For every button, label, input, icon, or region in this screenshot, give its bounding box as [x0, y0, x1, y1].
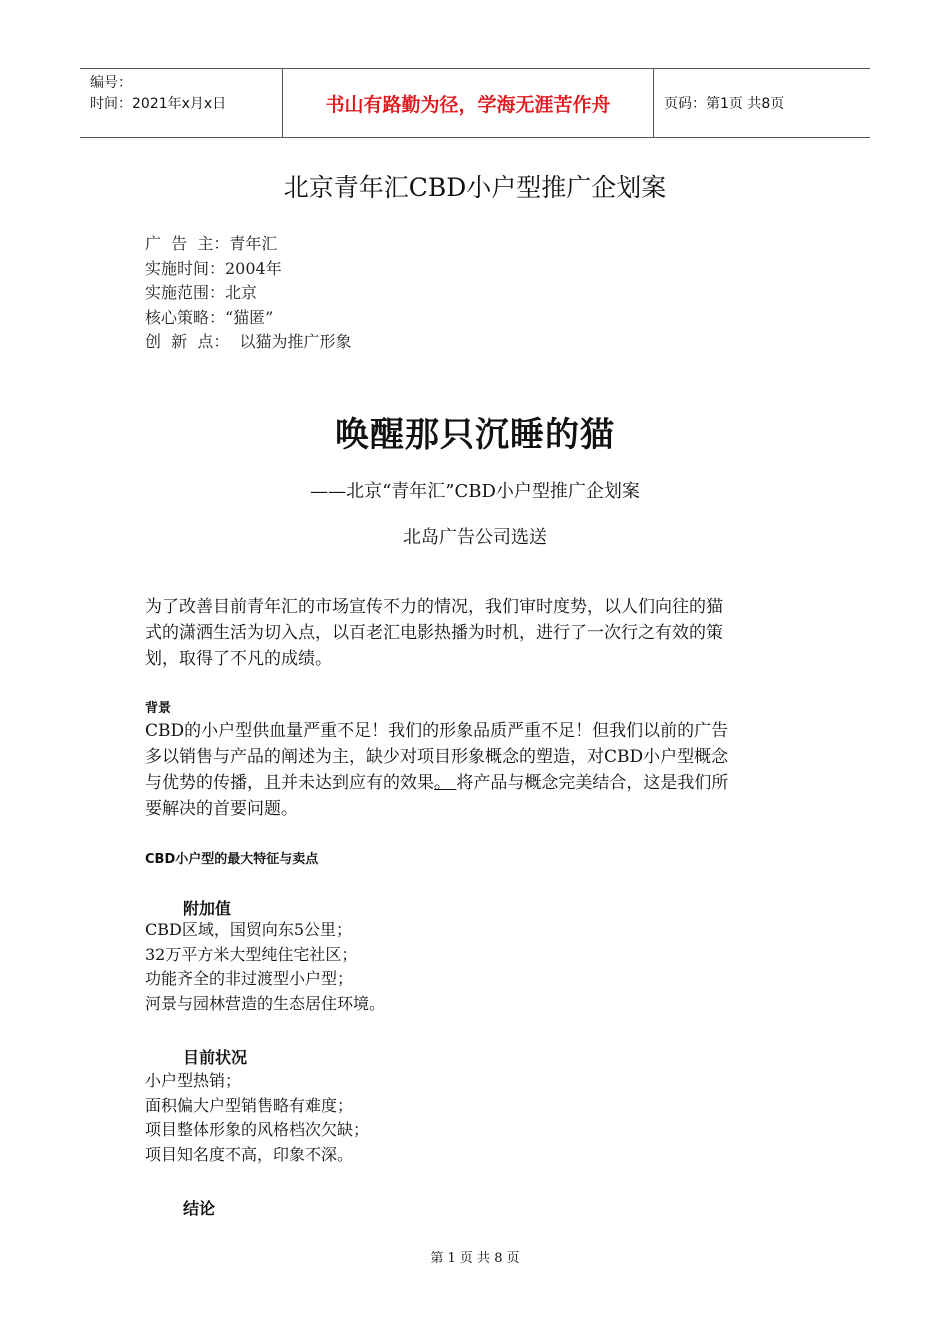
background-paragraph — [145, 718, 805, 822]
subheading: ——北京“青年汇”CBD小户型推广企划案 — [310, 481, 640, 502]
underlined-mark: 。 — [434, 773, 451, 793]
info-block — [145, 232, 352, 355]
intro-line: 划，取得了不凡的成绩。 — [145, 649, 332, 669]
header-motto: 书山有路勤为径，学海无涯苦作舟 — [282, 69, 654, 137]
added-value-list — [145, 918, 385, 1016]
time-label: 时间：2021年x月x日 — [90, 96, 227, 112]
info-advertiser: 广 告 主：青年汇 — [145, 234, 278, 253]
background-line: 多以销售与产品的阐述为主，缺少对项目形象概念的塑造，对CBD小户型概念 — [145, 747, 729, 767]
background-line: CBD的小户型供血量严重不足！我们的形象品质严重不足！但我们以前的广告 — [145, 721, 729, 741]
agency: 北岛广告公司选送 — [403, 527, 547, 548]
info-scope: 实施范围：北京 — [145, 283, 258, 302]
intro-line: 式的潇洒生活为切入点，以百老汇电影热播为时机，进行了一次行之有效的策 — [145, 623, 723, 643]
main-heading: 唤醒那只沉睡的猫 — [335, 415, 615, 455]
background-line-part: 将产品与概念完美结合，这是我们所 — [456, 773, 729, 793]
page-footer: 第 1 页 共 8 页 — [430, 1251, 520, 1266]
status-list — [145, 1069, 369, 1167]
background-line: 要解决的首要问题。 — [145, 799, 298, 819]
list-item: 小户型热销； — [145, 1071, 242, 1090]
info-strategy: 核心策略：“猫匿” — [145, 307, 274, 327]
list-item: 河景与园林营造的生态居住环境。 — [145, 993, 386, 1013]
document-title: 北京青年汇CBD小户型推广企划案 — [283, 173, 667, 202]
header-page-info: 页码：第1页 共8页 — [664, 96, 785, 112]
info-innovation: 创 新 点： 以猫为推广形象 — [145, 332, 352, 351]
list-item: 面积偏大户型销售略有难度； — [145, 1095, 354, 1115]
background-line — [145, 770, 805, 796]
background-line-part: 与优势的传播，且并未达到应有的效果 — [145, 773, 434, 793]
number-label: 编号： — [90, 75, 132, 91]
list-item: 项目整体形象的风格档次欠缺； — [145, 1120, 370, 1139]
info-time: 实施时间：2004年 — [145, 258, 282, 278]
list-item: 32万平方米大型纯住宅社区； — [145, 944, 358, 964]
list-item: 功能齐全的非过渡型小户型； — [145, 969, 354, 988]
added-value-heading: 附加值 — [183, 899, 232, 918]
features-heading: CBD小户型的最大特征与卖点 — [145, 852, 319, 867]
header-table — [80, 68, 870, 138]
intro-paragraph — [145, 594, 805, 672]
background-heading: 背景 — [145, 701, 172, 716]
intro-line: 为了改善目前青年汇的市场宣传不力的情况，我们审时度势，以人们向往的猫 — [145, 597, 723, 617]
header-meta — [80, 69, 282, 137]
conclusion-heading: 结论 — [183, 1199, 216, 1218]
list-item: CBD区域，国贸向东5公里； — [145, 920, 353, 939]
list-item: 项目知名度不高，印象不深。 — [145, 1144, 354, 1164]
status-heading: 目前状况 — [183, 1048, 248, 1067]
